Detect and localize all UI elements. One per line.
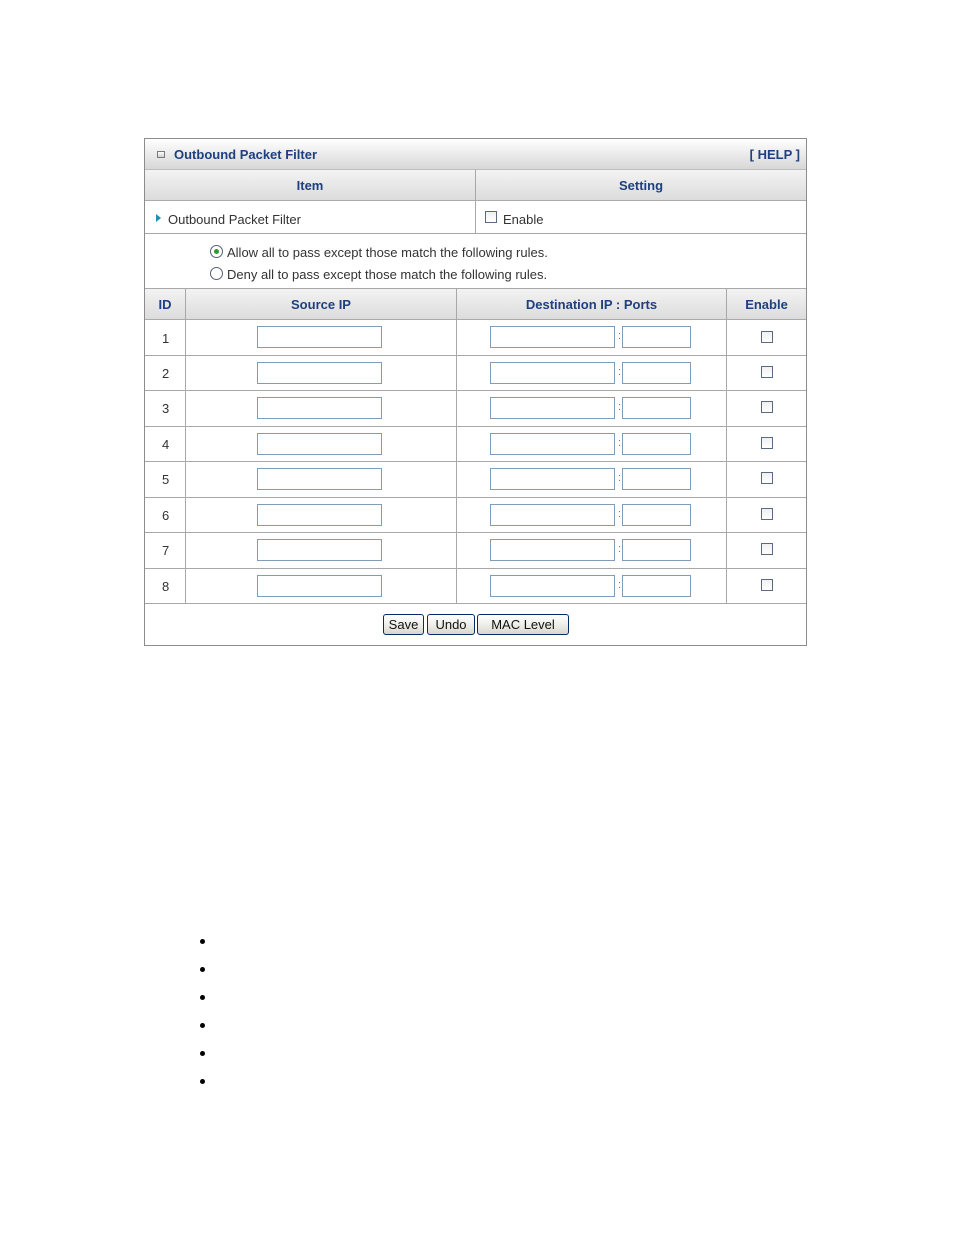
rule-enable-checkbox[interactable]	[761, 579, 773, 591]
rule-enable-checkbox[interactable]	[761, 331, 773, 343]
ports-input[interactable]	[622, 504, 691, 526]
divider	[456, 289, 457, 603]
destination-ip-input[interactable]	[490, 326, 615, 348]
rule-id: 4	[162, 437, 170, 452]
destination-column-header: Destination IP : Ports	[457, 289, 726, 320]
item-column-header: Item	[145, 170, 475, 201]
rule-id: 1	[162, 331, 170, 346]
rule-enable-checkbox[interactable]	[761, 472, 773, 484]
list-item	[200, 1051, 205, 1056]
destination-ip-input[interactable]	[490, 433, 615, 455]
list-item	[200, 1079, 205, 1084]
colon-separator: :	[618, 472, 622, 484]
destination-ip-input[interactable]	[490, 362, 615, 384]
save-button[interactable]: Save	[383, 614, 424, 635]
id-column-header: ID	[145, 289, 185, 320]
rule-id: 6	[162, 508, 170, 523]
divider	[145, 497, 806, 498]
list-item	[200, 995, 205, 1000]
source-ip-input[interactable]	[257, 362, 382, 384]
filter-row-label: Outbound Packet Filter	[168, 212, 301, 227]
colon-separator: :	[618, 437, 622, 449]
ports-input[interactable]	[622, 575, 691, 597]
source-ip-input[interactable]	[257, 433, 382, 455]
deny-all-label: Deny all to pass except those match the following rules.	[227, 267, 548, 282]
divider	[145, 568, 806, 569]
divider	[185, 289, 186, 603]
filter-enable-label: Enable	[503, 212, 544, 227]
undo-button[interactable]: Undo	[427, 614, 475, 635]
divider	[145, 603, 806, 604]
colon-separator: :	[618, 508, 622, 520]
rule-id: 7	[162, 543, 170, 558]
rule-enable-checkbox[interactable]	[761, 401, 773, 413]
source-ip-input[interactable]	[257, 575, 382, 597]
allow-all-label: Allow all to pass except those match the following rules.	[227, 245, 548, 260]
rule-id: 3	[162, 401, 170, 416]
list-item	[200, 1023, 205, 1028]
source-ip-input[interactable]	[257, 468, 382, 490]
divider	[145, 532, 806, 533]
divider	[475, 170, 476, 234]
outbound-packet-filter-panel	[144, 138, 807, 646]
colon-separator: :	[618, 366, 622, 378]
source-ip-column-header: Source IP	[186, 289, 456, 320]
rule-enable-checkbox[interactable]	[761, 508, 773, 520]
colon-separator: :	[618, 330, 622, 342]
ports-input[interactable]	[622, 397, 691, 419]
divider	[145, 426, 806, 427]
rule-enable-checkbox[interactable]	[761, 366, 773, 378]
colon-separator: :	[618, 579, 622, 591]
rule-enable-checkbox[interactable]	[761, 543, 773, 555]
panel-titlebar	[145, 139, 806, 170]
panel-square-icon	[157, 151, 165, 158]
rule-id: 8	[162, 579, 170, 594]
ports-input[interactable]	[622, 362, 691, 384]
ports-input[interactable]	[622, 433, 691, 455]
colon-separator: :	[618, 401, 622, 413]
destination-ip-input[interactable]	[490, 468, 615, 490]
filter-enable-checkbox[interactable]	[485, 211, 497, 223]
setting-column-header: Setting	[476, 170, 806, 201]
source-ip-input[interactable]	[257, 504, 382, 526]
deny-all-radio[interactable]	[210, 267, 223, 280]
rule-enable-checkbox[interactable]	[761, 437, 773, 449]
divider	[145, 461, 806, 462]
arrow-right-icon	[156, 214, 161, 222]
mac-level-button[interactable]: MAC Level	[477, 614, 569, 635]
source-ip-input[interactable]	[257, 397, 382, 419]
divider	[145, 355, 806, 356]
source-ip-input[interactable]	[257, 539, 382, 561]
help-link[interactable]: [ HELP ]	[749, 147, 800, 162]
destination-ip-input[interactable]	[490, 539, 615, 561]
list-item	[200, 939, 205, 944]
enable-column-header: Enable	[727, 289, 806, 320]
destination-ip-input[interactable]	[490, 575, 615, 597]
colon-separator: :	[618, 543, 622, 555]
list-item	[200, 967, 205, 972]
divider	[145, 233, 806, 234]
panel-title: Outbound Packet Filter	[174, 147, 318, 162]
allow-all-radio[interactable]	[210, 245, 223, 258]
ports-input[interactable]	[622, 326, 691, 348]
divider	[145, 390, 806, 391]
divider	[726, 289, 727, 603]
ports-input[interactable]	[622, 539, 691, 561]
destination-ip-input[interactable]	[490, 504, 615, 526]
destination-ip-input[interactable]	[490, 397, 615, 419]
rule-id: 5	[162, 472, 170, 487]
ports-input[interactable]	[622, 468, 691, 490]
source-ip-input[interactable]	[257, 326, 382, 348]
rule-id: 2	[162, 366, 170, 381]
